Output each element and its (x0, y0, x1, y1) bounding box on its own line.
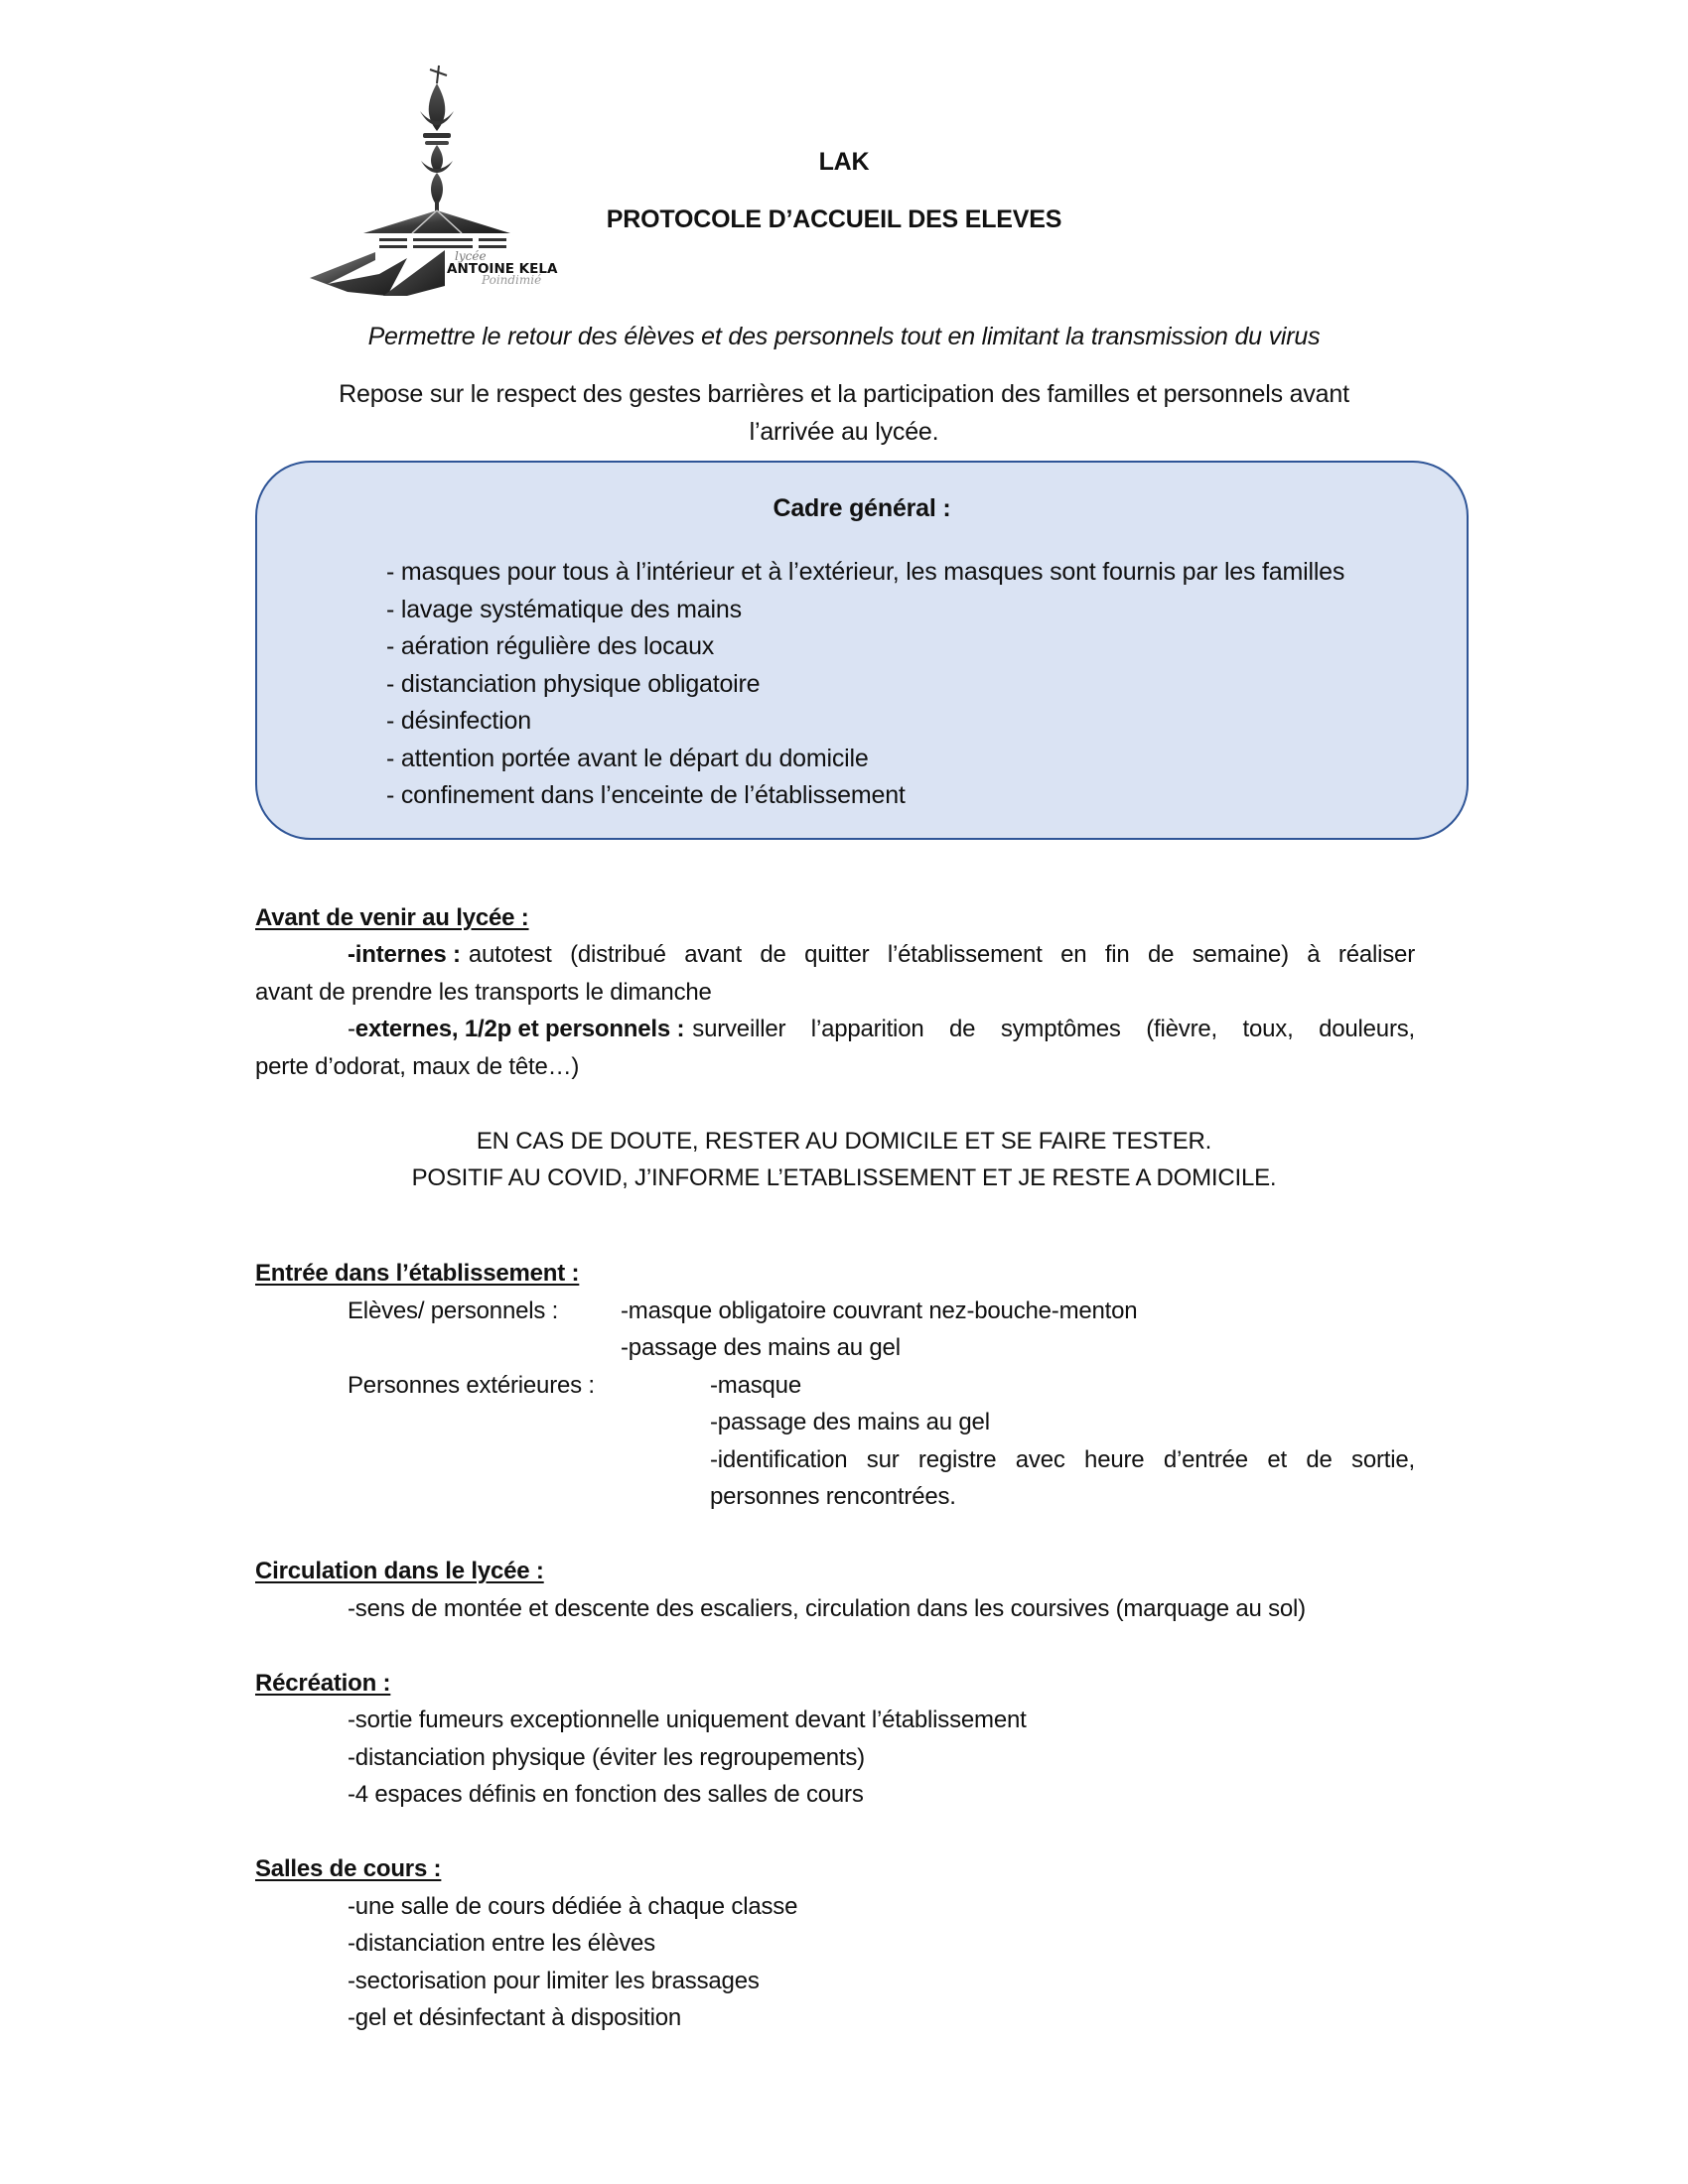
page-title: PROTOCOLE D’ACCUEIL DES ELEVES (606, 205, 1062, 233)
section-heading-entry: Entrée dans l’établissement : (255, 1260, 580, 1287)
school-logo-icon (288, 62, 586, 310)
entry-students-item: -masque obligatoire couvrant nez-bouche-menton (621, 1297, 1138, 1324)
externes-continuation: perte d’odorat, maux de tête…) (255, 1053, 580, 1080)
logo-text-town: Poindimié (482, 273, 542, 287)
externes-line (348, 1015, 1415, 1044)
framework-item: - désinfection (386, 707, 531, 735)
internes-label: -internes : (348, 941, 461, 968)
recreation-item: -4 espaces définis en fonction des salles de cours (348, 1781, 864, 1808)
classroom-item: -sectorisation pour limiter les brassages (348, 1968, 760, 1994)
title-short: LAK (818, 148, 870, 176)
entry-visitors-item: -passage des mains au gel (710, 1409, 990, 1435)
framework-item: - confinement dans l’enceinte de l’établissement (386, 781, 906, 809)
recreation-item: -distanciation physique (éviter les regroupements) (348, 1744, 865, 1771)
entry-visitors-label: Personnes extérieures : (348, 1372, 595, 1399)
internes-text: autotest (distribué avant de quitter l’établissement en fin de semaine) à réaliser (468, 941, 1415, 968)
classroom-item: -distanciation entre les élèves (348, 1930, 655, 1957)
internes-line (348, 940, 1415, 970)
framework-item: - aération régulière des locaux (386, 632, 715, 660)
classroom-item: -gel et désinfectant à disposition (348, 2004, 682, 2031)
entry-visitors-item: personnes rencontrées. (710, 1483, 956, 1510)
intro-line-2: l’arrivée au lycée. (749, 418, 939, 446)
intro-line-1: Repose sur le respect des gestes barrières et la participation des familles et personnels avant (339, 380, 1349, 408)
framework-item: - masques pour tous à l’intérieur et à l’extérieur, les masques sont fournis par les familles (386, 558, 1345, 586)
entry-students-item: -passage des mains au gel (621, 1334, 901, 1361)
entry-visitors-item: -masque (710, 1372, 801, 1399)
warning-line-1: EN CAS DE DOUTE, RESTER AU DOMICILE ET SE FAIRE TESTER. (476, 1128, 1212, 1155)
framework-item: - distanciation physique obligatoire (386, 670, 761, 698)
section-heading-recreation: Récréation : (255, 1670, 391, 1697)
internes-continuation: avant de prendre les transports le dimanche (255, 979, 712, 1006)
entry-students-label: Elèves/ personnels : (348, 1297, 559, 1324)
entry-visitors-item: -identification sur registre avec heure d’entrée et de sortie, (710, 1446, 1415, 1473)
externes-text: surveiller l’apparition de symptômes (fièvre, toux, douleurs, (692, 1016, 1415, 1042)
classroom-item: -une salle de cours dédiée à chaque classe (348, 1893, 798, 1920)
section-heading-before: Avant de venir au lycée : (255, 904, 529, 931)
school-logo (288, 62, 586, 310)
framework-item: - attention portée avant le départ du domicile (386, 745, 869, 772)
logo-text-name: ANTOINE KELA (447, 261, 558, 277)
circulation-item: -sens de montée et descente des escaliers, circulation dans les coursives (marquage au sol) (348, 1595, 1306, 1622)
framework-item: - lavage systématique des mains (386, 596, 742, 623)
section-heading-circulation: Circulation dans le lycée : (255, 1558, 544, 1584)
externes-prefix: - (348, 1016, 355, 1042)
subtitle: Permettre le retour des élèves et des personnels tout en limitant la transmission du virus (367, 323, 1321, 350)
recreation-item: -sortie fumeurs exceptionnelle uniquement devant l’établissement (348, 1706, 1027, 1733)
logo-text-lycee: lycée (455, 249, 487, 263)
warning-line-2: POSITIF AU COVID, J’INFORME L’ETABLISSEMENT ET JE RESTE A DOMICILE. (411, 1164, 1277, 1191)
externes-label: externes, 1/2p et personnels : (354, 1016, 685, 1042)
section-heading-classrooms: Salles de cours : (255, 1855, 442, 1882)
general-framework-title: Cadre général : (773, 494, 951, 522)
